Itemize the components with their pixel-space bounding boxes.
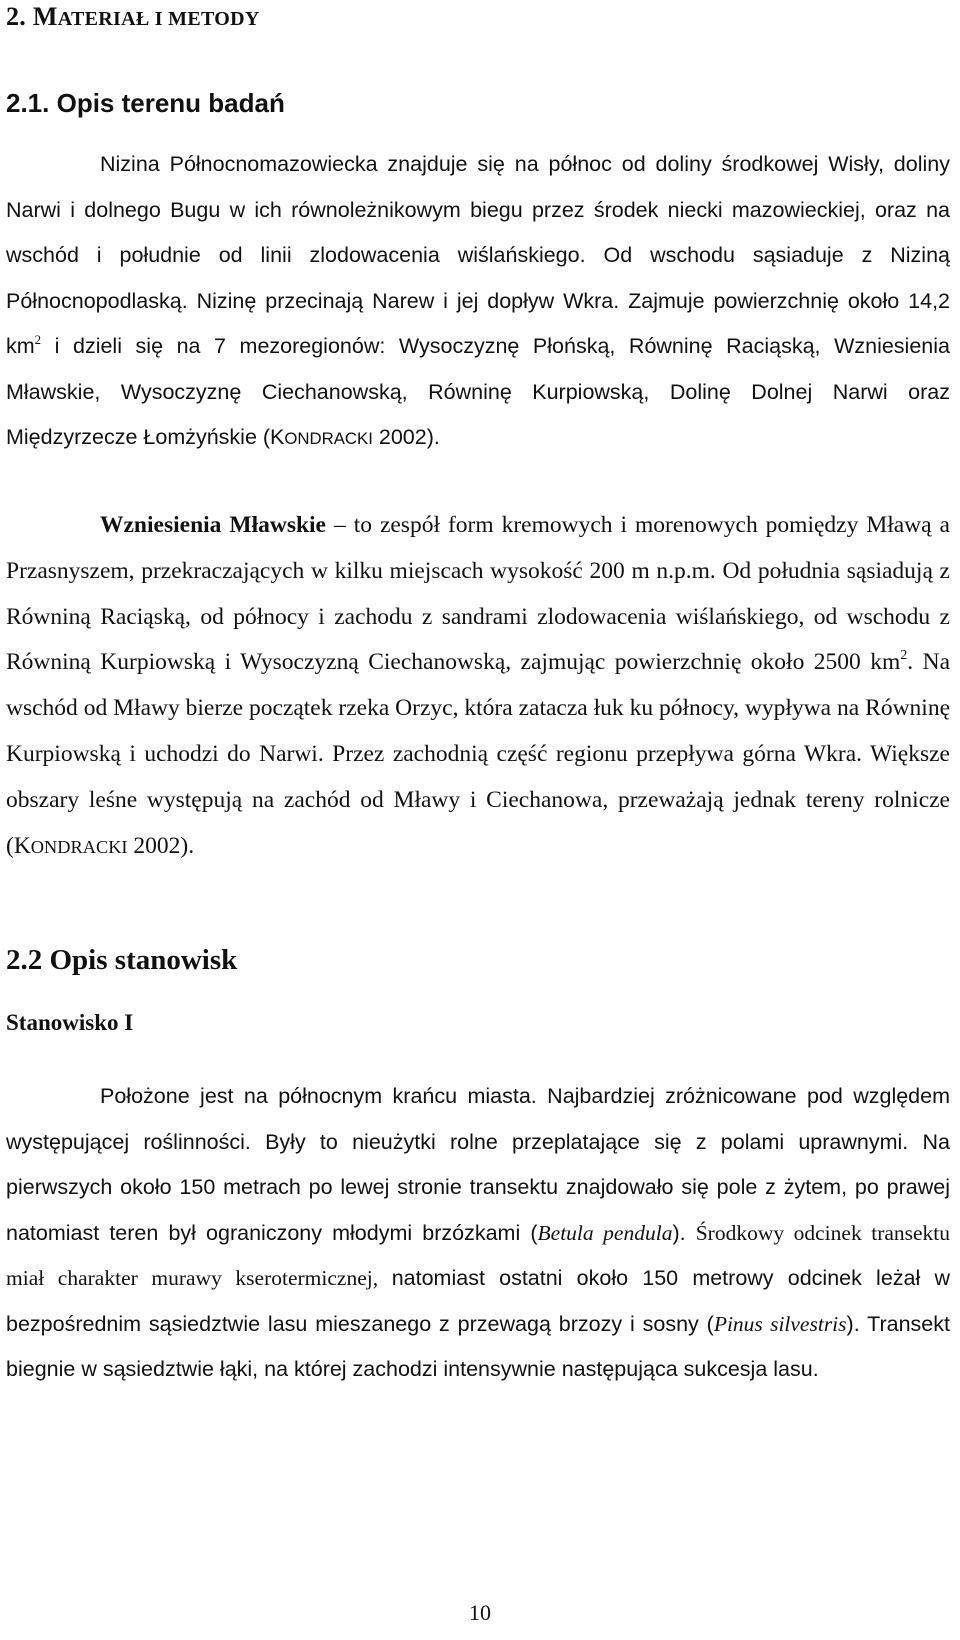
section-heading-terrain: 2.1. Opis terenu badań: [6, 88, 285, 118]
chapter-heading-number: 2. M: [6, 2, 58, 31]
paragraph-text: natomiast ostatni około 150 metrowy odcinek leżał w bezpośrednim sąsiedztwie lasu mieszanego z przewagą brzozy i sosny (: [6, 1266, 950, 1336]
paragraph-text: Najbardziej zróżnicowane pod względem występującej roślinności.: [6, 1084, 951, 1154]
subsection-heading-site-1: Stanowisko I: [6, 1010, 134, 1035]
paragraph-text: Nizina Północnomazowiecka znajduje się na północ od doliny środkowej Wisły, doliny Narwi i dolnego Bugu w ich równoleżnikowym biegu przez środek niecki mazowieckiej, oraz na wschód i południe od linii zlodowacenia wiślańskiego. Od wschodu sąsiaduje z Niziną Północnopodlaską. Nizinę przecinają Narew i jej dopływ Wkra. Zajmuje powierzchnię około 14,2 km: [6, 152, 950, 358]
species-name: Betula pendula: [537, 1220, 673, 1245]
paragraph-text: Były to nieużytki rolne przeplatające się z polami uprawnymi.: [265, 1129, 923, 1154]
paragraph-text: Wysoczyznę Płońską, Równinę Raciąską, Wzniesienia Mławskie, Wysoczyznę Ciechanowską, Równinę Kurpiowską, Dolinę Dolnej Narwi oraz Międzyrzecze Łomżyńskie (K: [6, 334, 950, 449]
section-heading-sites: 2.2 Opis stanowisk: [6, 944, 238, 976]
page-number: 10: [469, 1600, 491, 1625]
paragraph-text: Położone jest na północnym krańcu miasta.: [100, 1084, 548, 1108]
paragraph-mlawa-hills: [6, 503, 950, 870]
paragraph-text: Środkowy odcinek transektu miał charakter murawy kserotermicznej,: [6, 1220, 951, 1290]
paragraph-text: ).: [672, 1220, 696, 1245]
citation-year: 2002).: [127, 832, 195, 859]
paragraph-text: . Na wschód od Mławy bierze początek rzeka Orzyc, która zatacza łuk ku północy, wypływa na Równinę Kurpiowską i uchodzi do Narwi. Przez zachodnią część regionu przepływa górna Wkra. Większe obszary leśne występują na zachód od Mławy i Ciechanowa, przeważają jednak tereny rolnicze (K: [6, 649, 951, 859]
superscript: 2: [900, 647, 908, 664]
paragraph-text: i dzieli się na 7 mezoregionów:: [41, 334, 399, 358]
chapter-heading-title: ATERIAŁ I METODY: [57, 8, 260, 30]
paragraph-text: Na pierwszych około 150 metrach po lewej stronie transektu znajdowało się pole z żytem, po prawej natomiast teren był ograniczony młodymi brzózkami (: [6, 1129, 950, 1245]
superscript: 2: [34, 332, 42, 347]
chapter-heading: [6, 2, 260, 32]
paragraph-site-1: [6, 1074, 950, 1393]
bold-term: Wzniesienia Mławskie: [100, 512, 326, 538]
species-name: Pinus silvestris: [713, 1311, 847, 1336]
paragraph-text: – to zespół form kremowych i morenowych pomiędzy Mławą a Przasnyszem, przekraczających w kilku miejscach wysokość 200 m n.p.m. Od południa sąsiadują z Równiną Raciąską, od północy i zachodu z sandrami zlodowacenia wiślańskiego, od wschodu z Równiną Kurpiowską i Wysoczyzną Ciechanowską, zajmując powierzchnię około 2500 km: [6, 512, 950, 676]
citation-year: 2002).: [372, 425, 440, 449]
citation-author: ONDRACKI: [30, 836, 128, 857]
citation-author: ONDRACKI: [284, 429, 373, 448]
paragraph-terrain-description: [6, 142, 950, 462]
paragraph-text: ). Transekt biegnie w sąsiedztwie łąki, na której zachodzi intensywnie następująca sukcesja lasu.: [6, 1311, 950, 1381]
